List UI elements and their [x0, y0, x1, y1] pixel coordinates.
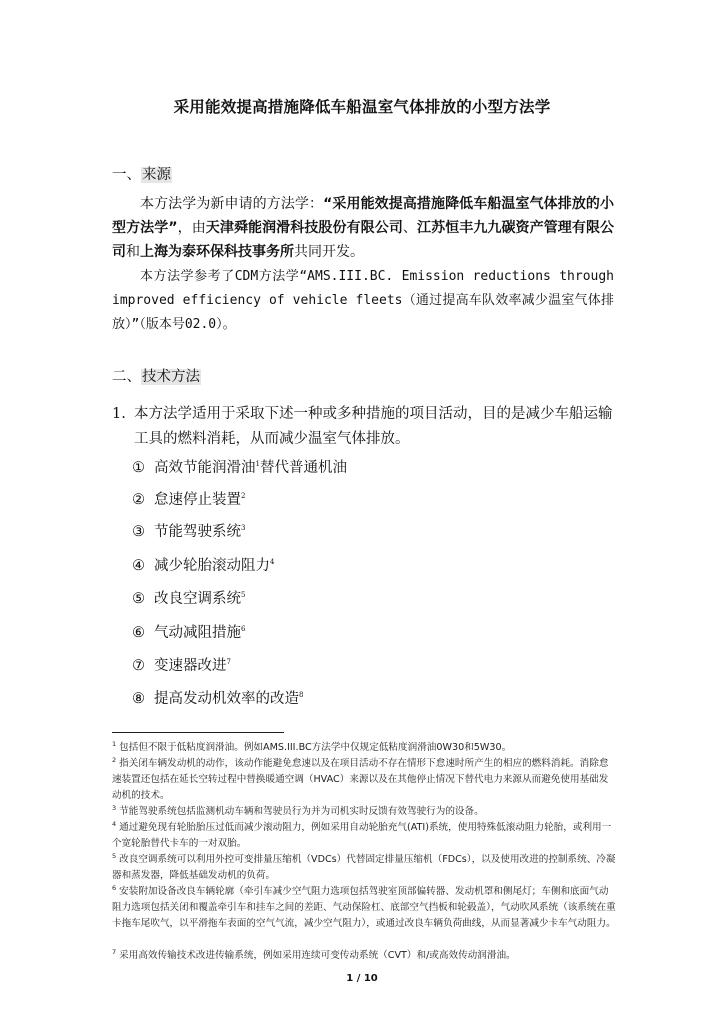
numbered-item: [112, 402, 614, 452]
text-run: ，由: [177, 220, 206, 236]
text-run: 、: [402, 220, 417, 236]
paragraph-origin: [112, 192, 614, 264]
measure-item: [132, 654, 231, 675]
list-marker: ⑥: [132, 625, 145, 641]
measure-text-tail: 替代普通机油: [259, 460, 347, 476]
footnote-text: 通过避免现有轮胎胎压过低而减少滚动阻力，例如采用自动轮胎充气(ATI)系统，使用特殊低滚动阻力轮胎，或利用一个宽轮胎替代卡车的一对双胎。: [112, 822, 612, 850]
list-marker: ②: [132, 492, 145, 508]
footnote-text: 改良空调系统可以利用外控可变排量压缩机（VDCs）代替固定排量压缩机（FDCs），以及使用改进的控制系统、冷凝器和蒸发器，降低基础发动机的负荷。: [112, 854, 616, 882]
measure-text: 改良空调系统: [154, 591, 241, 607]
footnote-separator: [112, 732, 284, 733]
measure-text: 高效节能润滑油: [154, 460, 256, 476]
footnote: [112, 816, 617, 852]
measure-text: 怠速停止装置: [154, 492, 241, 508]
footnote-number: 2: [112, 756, 117, 764]
footnote: [112, 880, 617, 932]
footnote-ref: 3: [241, 524, 246, 533]
measure-item: [132, 687, 303, 708]
measure-item: [132, 587, 245, 608]
developer-name: 天津舜能润滑科技股份有限公司: [205, 220, 403, 236]
footnote-number: 4: [112, 820, 117, 828]
section-label: 来源: [142, 167, 171, 183]
measure-text: 节能驾驶系统: [154, 524, 241, 540]
footnote-ref: 7: [226, 658, 231, 667]
footnote-number: 3: [112, 804, 117, 812]
section-number: 二、: [112, 369, 141, 385]
footnote-ref: 4: [270, 558, 275, 567]
measure-text: 气动减阻措施: [154, 625, 241, 641]
list-marker: ①: [132, 460, 145, 476]
footnote-number: 1: [112, 740, 117, 748]
footnote-ref: 5: [241, 591, 246, 600]
footnote: [112, 848, 617, 884]
measure-item: [132, 456, 347, 477]
text-run: 和: [126, 244, 140, 260]
footnote-ref: 2: [241, 492, 246, 501]
methodology-name: “采用能效提高措施降低车船温室气体排放的小型方法学”: [112, 196, 615, 236]
list-marker: ④: [132, 558, 145, 574]
measure-item: [132, 488, 245, 509]
section-label: 技术方法: [142, 369, 200, 385]
page-number: 1 / 10: [346, 973, 378, 984]
text-run: 本方法学为新申请的方法学：: [140, 196, 324, 212]
list-marker: ⑤: [132, 591, 145, 607]
footnote-text: 包括但不限于低粘度润滑油。例如AMS.III.BC方法学中仅规定低粘度润滑油0W30和5W30。: [119, 742, 512, 754]
footnote-number: 7: [112, 948, 117, 956]
measure-item: [132, 520, 245, 541]
measure-item: [132, 554, 274, 575]
item-text: 本方法学适用于采取下述一种或多种措施的项目活动，目的是减少车船运输工具的燃料消耗，从而减少温室气体排放。: [134, 406, 613, 447]
list-marker: ⑧: [132, 691, 145, 707]
developer-name: 上海为泰环保科技事务所: [140, 244, 294, 260]
footnote-ref: 8: [299, 691, 304, 700]
footnote-ref: 1: [255, 460, 260, 469]
text-run: 共同开发。: [294, 244, 364, 260]
measure-text: 减少轮胎滚动阻力: [154, 558, 270, 574]
footnote-ref: 6: [241, 625, 246, 634]
footnote-number: 5: [112, 852, 117, 860]
section-heading-source: [112, 163, 172, 184]
measure-text: 变速器改进: [154, 658, 227, 674]
footnote-text: 节能驾驶系统包括监测机动车辆和驾驶员行为并为司机实时反馈有效驾驶行为的设备。: [119, 806, 484, 818]
list-marker: ③: [132, 524, 145, 540]
section-heading-method: [112, 365, 201, 386]
measure-item: [132, 621, 245, 642]
developer-name: 江苏恒丰九九碳资产管理有限公司: [112, 220, 615, 260]
measure-text: 提高发动机效率的改造: [154, 691, 299, 707]
footnote-text: 采用高效传输技术改进传输系统，例如采用连续可变传动系统（CVT）和/或高效传动润滑油。: [119, 950, 516, 962]
document-title: 采用能效提高措施降低车船温室气体排放的小型方法学: [173, 98, 551, 116]
footnote: [112, 944, 617, 964]
paragraph-reference: 本方法学参考了CDM方法学“AMS.III.BC. Emission reductions through improved efficiency of vehicle fleets（通过提高车队效率减少温室气体排放）”（版本号02.0）。: [112, 269, 614, 332]
section-number: 一、: [112, 167, 141, 183]
footnote-text: 安装附加设备改良车辆轮廓（牵引车减少空气阻力选项包括驾驶室顶部偏转器、发动机罩和侧尾灯；车侧和底面气动阻力选项包括关闭和覆盖牵引车和挂车之间的差距、气动保险杠、底部空气挡板和轮毂盖），气动吹风系统（该系统在重卡拖车尾吹气，以平滑拖车表面的空气气流，减少空气阻力），或通过改良车辆负荷曲线，从而显著减少卡车气动阻力。: [112, 886, 616, 930]
footnote-number: 6: [112, 884, 117, 892]
footnote: [112, 752, 617, 804]
footnote-text: 指关闭车辆发动机的动作，该动作能避免怠速以及在项目活动不存在情形下怠速时所产生的相应的燃料消耗。消除怠速装置还包括在延长空转过程中替换暖通空调（HVAC）来源以及在其他停止情况下替代电力来源从而避免使用基础发动机的技术。: [112, 758, 609, 802]
item-number: 1.: [112, 406, 126, 422]
list-marker: ⑦: [132, 658, 145, 674]
